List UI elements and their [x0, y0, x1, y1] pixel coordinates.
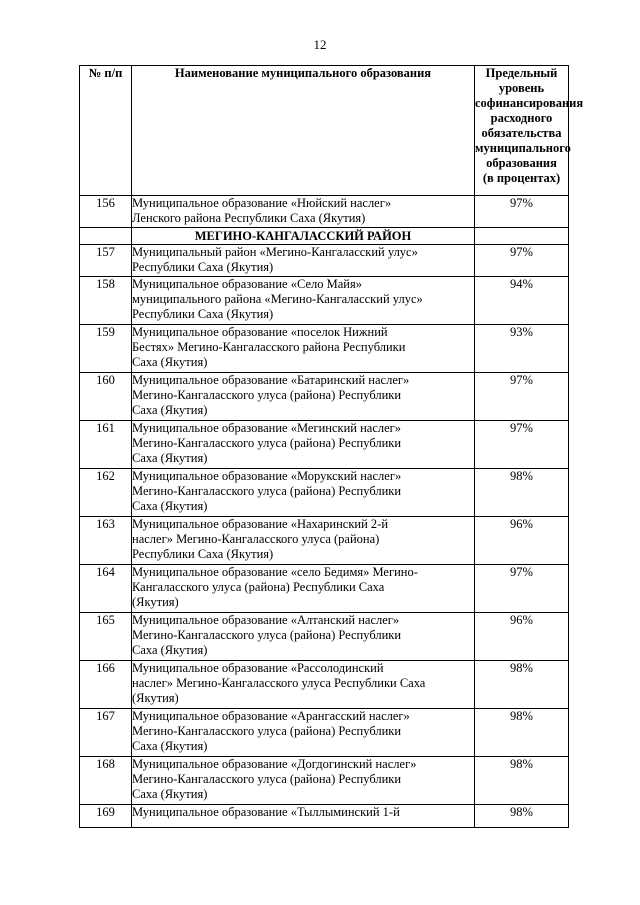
row-number: 160 [80, 373, 132, 421]
table-row [80, 757, 569, 805]
municipality-name [132, 245, 475, 277]
municipality-name [132, 421, 475, 469]
table-row [80, 421, 569, 469]
header-percent-line: уровень [498, 81, 545, 95]
cofinancing-percent: 98% [475, 661, 569, 709]
municipality-name [132, 661, 475, 709]
municipality-name-line: Саха (Якутия) [132, 499, 208, 513]
municipality-name-line: Саха (Якутия) [132, 451, 208, 465]
row-number: 162 [80, 469, 132, 517]
municipality-name [132, 469, 475, 517]
municipality-name-line: Муниципальное образование «Арангасский наслег» [132, 709, 410, 723]
header-percent-line: софинансирования [475, 96, 584, 110]
header-name: Наименование муниципального образования [132, 66, 475, 196]
row-number: 166 [80, 661, 132, 709]
cofinancing-percent: 96% [475, 613, 569, 661]
municipality-name-line: (Якутия) [132, 691, 179, 705]
municipality-name-line: Муниципальный район «Мегино-Кангаласский улус» [132, 245, 418, 259]
header-percent-line: Предельный [485, 66, 558, 80]
header-percent-line: муниципального [475, 141, 571, 155]
header-percent-line: образования [486, 156, 557, 170]
municipality-name-line: наслег» Мегино-Кангаласского улуса Республики Саха [132, 676, 426, 690]
header-percent [475, 66, 584, 196]
row-number: 158 [80, 277, 132, 325]
district-empty-cell [475, 228, 569, 245]
cofinancing-percent: 97% [475, 565, 569, 613]
municipality-name-line: Саха (Якутия) [132, 355, 208, 369]
municipality-name-line: Муниципальное образование «Батаринский наслег» [132, 373, 410, 387]
municipality-name-line: Муниципальное образование «Нахаринский 2-й [132, 517, 389, 531]
municipality-name-line: Саха (Якутия) [132, 787, 208, 801]
cofinancing-percent: 97% [475, 196, 569, 228]
table-row [80, 373, 569, 421]
municipality-name-line: Ленского района Республики Саха (Якутия) [132, 211, 366, 225]
municipality-name [132, 277, 475, 325]
municipality-name-line: Муниципальное образование «Тыллыминский 1-й [132, 805, 400, 819]
cofinancing-percent: 96% [475, 517, 569, 565]
row-number: 165 [80, 613, 132, 661]
municipality-name-line: Бестях» Мегино-Кангаласского района Республики [132, 340, 406, 354]
page-number: 12 [313, 37, 327, 52]
cofinancing-percent: 98% [475, 805, 569, 828]
municipality-name [132, 325, 475, 373]
row-number: 156 [80, 196, 132, 228]
table-row [80, 469, 569, 517]
municipality-name-line: Муниципальное образование «Догдогинский наслег» [132, 757, 417, 771]
row-number: 169 [80, 805, 132, 828]
row-number: 159 [80, 325, 132, 373]
table-row [80, 325, 569, 373]
row-number: 157 [80, 245, 132, 277]
table-row [80, 196, 569, 228]
municipality-name-line: Муниципальное образование «поселок Нижний [132, 325, 388, 339]
municipality-name-line: Муниципальное образование «Нюйский наслег» [132, 196, 392, 210]
municipality-name [132, 709, 475, 757]
municipality-name [132, 373, 475, 421]
municipality-name [132, 805, 475, 828]
district-row [80, 228, 569, 245]
row-number: 168 [80, 757, 132, 805]
cofinancing-percent: 97% [475, 245, 569, 277]
municipalities-table [79, 65, 584, 828]
municipality-name-line: Мегино-Кангаласского улуса (района) Республики [132, 724, 402, 738]
municipality-name-line: Республики Саха (Якутия) [132, 307, 274, 321]
municipality-name-line: Муниципальное образование «Морукский наслег» [132, 469, 402, 483]
municipality-name [132, 196, 475, 228]
district-empty-cell [80, 228, 132, 245]
row-number: 167 [80, 709, 132, 757]
row-number: 164 [80, 565, 132, 613]
municipality-name [132, 613, 475, 661]
municipality-name-line: Муниципальное образование «село Бедимя» Мегино- [132, 565, 418, 579]
table-row [80, 709, 569, 757]
district-name: МЕГИНО-КАНГАЛАССКИЙ РАЙОН [132, 228, 475, 245]
cofinancing-percent: 98% [475, 757, 569, 805]
municipality-name-line: Мегино-Кангаласского улуса (района) Республики [132, 484, 402, 498]
municipality-name-line: (Якутия) [132, 595, 179, 609]
row-number: 161 [80, 421, 132, 469]
municipality-name-line: Саха (Якутия) [132, 403, 208, 417]
header-percent-line: обязательства [481, 126, 562, 140]
table-row [80, 805, 569, 828]
municipality-name-line: Республики Саха (Якутия) [132, 547, 274, 561]
municipality-name-line: Мегино-Кангаласского улуса (района) Республики [132, 772, 402, 786]
municipality-name-line: Муниципальное образование «Село Майя» [132, 277, 362, 291]
table-body [80, 196, 569, 828]
cofinancing-percent: 97% [475, 373, 569, 421]
table-row [80, 277, 569, 325]
municipality-name-line: Муниципальное образование «Алтанский наслег» [132, 613, 400, 627]
municipality-name-line: Республики Саха (Якутия) [132, 260, 274, 274]
municipality-name-line: муниципального района «Мегино-Кангаласский улус» [132, 292, 423, 306]
header-number: № п/п [80, 66, 132, 196]
cofinancing-percent: 94% [475, 277, 569, 325]
row-number: 163 [80, 517, 132, 565]
municipality-name-line: Мегино-Кангаласского улуса (района) Республики [132, 388, 402, 402]
municipality-name [132, 757, 475, 805]
table-row [80, 245, 569, 277]
municipality-name-line: Муниципальное образование «Рассолодинский [132, 661, 384, 675]
cofinancing-percent: 97% [475, 421, 569, 469]
municipality-name-line: Саха (Якутия) [132, 643, 208, 657]
table-row [80, 517, 569, 565]
header-percent-line: (в процентах) [482, 171, 561, 185]
municipality-name-line: Саха (Якутия) [132, 739, 208, 753]
municipality-name [132, 517, 475, 565]
table-row [80, 661, 569, 709]
municipality-name-line: Муниципальное образование «Мегинский наслег» [132, 421, 402, 435]
table-row [80, 613, 569, 661]
municipality-name [132, 565, 475, 613]
cofinancing-percent: 93% [475, 325, 569, 373]
municipality-name-line: Мегино-Кангаласского улуса (района) Республики [132, 436, 402, 450]
header-percent-line: расходного [490, 111, 553, 125]
municipality-name-line: наслег» Мегино-Кангаласского улуса (района) [132, 532, 380, 546]
cofinancing-percent: 98% [475, 709, 569, 757]
table-header-row [80, 66, 569, 196]
municipality-name-line: Мегино-Кангаласского улуса (района) Республики [132, 628, 402, 642]
table-row [80, 565, 569, 613]
cofinancing-percent: 98% [475, 469, 569, 517]
municipality-name-line: Кангаласского улуса (района) Республики Саха [132, 580, 385, 594]
